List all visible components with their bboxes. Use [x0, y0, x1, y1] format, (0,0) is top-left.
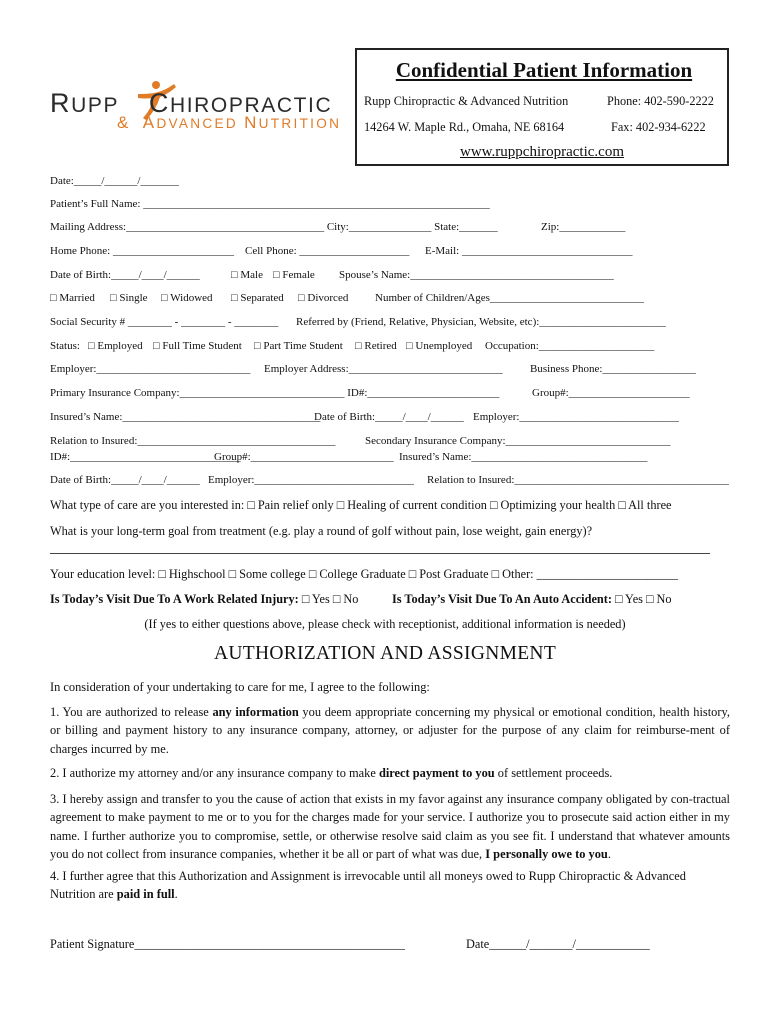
group-number-field[interactable]: Group#:______________________: [532, 387, 690, 399]
auto-accident-question: [392, 592, 672, 607]
employer-address-field[interactable]: Employer Address:____________________________: [264, 363, 503, 375]
secondary-relation-field[interactable]: Relation to Insured:_______________________________________: [427, 474, 729, 486]
secondary-insurance-field[interactable]: Secondary Insurance Company:______________________________: [365, 435, 671, 447]
logo-ampersand: &: [117, 113, 131, 132]
single-checkbox[interactable]: □ Single: [110, 292, 148, 304]
logo-letter-n: N: [244, 113, 259, 132]
employer-field[interactable]: Employer:____________________________: [50, 363, 251, 375]
work-injury-question: [50, 592, 358, 607]
business-phone-field[interactable]: Business Phone:_________________: [530, 363, 696, 375]
p3-text-c: .: [607, 846, 611, 861]
secondary-dob-field[interactable]: Date of Birth:_____/____/______: [50, 474, 200, 486]
referred-by-field[interactable]: Referred by (Friend, Relative, Physician, Website, etc):_______________________: [296, 316, 666, 328]
secondary-employer-field[interactable]: Employer:_____________________________: [208, 474, 414, 486]
authorization-title: AUTHORIZATION AND ASSIGNMENT: [213, 643, 557, 664]
authorization-paragraph-4: [50, 867, 730, 904]
care-type-question[interactable]: What type of care are you interested in: □ Pain relief only □ Healing of current condition □ Optimizing your health □ All three: [50, 498, 672, 512]
secondary-group-field[interactable]: Group#:__________________________: [214, 451, 394, 463]
p3-bold: I personally owe to you: [485, 846, 608, 861]
goal-answer-line[interactable]: [50, 553, 710, 554]
receptionist-note: (If yes to either questions above, please check with receptionist, additional information is needed): [144, 617, 626, 631]
p4-bold: paid in full: [116, 887, 175, 902]
logo-letter-r: R: [50, 88, 72, 118]
email-field[interactable]: E-Mail: _______________________________: [425, 245, 633, 257]
widowed-checkbox[interactable]: □ Widowed: [161, 292, 213, 304]
website-link[interactable]: www.ruppchiropractic.com: [460, 144, 624, 160]
employed-checkbox[interactable]: □ Employed: [88, 340, 143, 352]
p1-bold: any information: [212, 705, 299, 719]
business-address: 14264 W. Maple Rd., Omaha, NE 68164: [364, 120, 565, 134]
authorization-paragraph-2: [50, 764, 730, 782]
date-field[interactable]: Date:_____/______/_______: [50, 175, 179, 187]
logo-text-utrition: UTRITION: [258, 116, 342, 131]
p1-text-c: you deem appropriate concerning my physical or emotional condition, health history, or billing and payment history to any insurance company, attorney, or adjuster for the purpose of any claim for reimburse-ment of charges incurred by me.: [50, 705, 730, 756]
page-title: Confidential Patient Information: [395, 58, 693, 82]
insured-employer-field[interactable]: Employer:_____________________________: [473, 411, 679, 423]
cell-phone-field[interactable]: Cell Phone: ____________________: [245, 245, 410, 257]
p2-text-c: of settlement proceeds.: [494, 766, 613, 780]
female-checkbox[interactable]: □ Female: [273, 269, 315, 281]
p2-text-a: 2. I authorize my attorney and/or any insurance company to make: [50, 766, 379, 780]
p4-text-a: 4. I further agree that this Authorization and Assignment is irrevocable until all moneys owed to Rupp Chiropractic & Advanced Nutrition are: [50, 869, 686, 902]
p3-text-a: 3. I hereby assign and transfer to you the cause of action that exists in my favor against any insurance company obligated by con-tractual agreement to make payment to me or to you for the charges made for your service. I authorize you to prosecute said action either in my name. I further authorize you to compromise, settle, or otherwise resolve said claim as you see fit. I understand that whatever amounts you do not collect from insurance companies, whether it be all or part of what was due,: [50, 792, 730, 861]
mailing-address-field[interactable]: Mailing Address:____________________________________ City:_______________ State:_______: [50, 221, 498, 233]
ssn-field[interactable]: Social Security # ________ - ________ - ________: [50, 316, 279, 328]
work-injury-label: Is Today’s Visit Due To A Work Related Injury:: [50, 592, 299, 606]
signature-date-field[interactable]: Date______/_______/____________: [466, 937, 650, 951]
married-checkbox[interactable]: □ Married: [50, 292, 95, 304]
business-name: Rupp Chiropractic & Advanced Nutrition: [364, 94, 569, 108]
logo-text-upp: UPP: [71, 94, 120, 117]
long-term-goal-question: What is your long-term goal from treatment (e.g. play a round of golf without pain, lose weight, gain energy)?: [50, 524, 593, 538]
logo-letter-c: C: [148, 88, 170, 118]
spouse-name-field[interactable]: Spouse’s Name:_____________________________________: [339, 269, 614, 281]
children-field[interactable]: Number of Children/Ages____________________________: [375, 292, 644, 304]
full-name-field[interactable]: Patient’s Full Name: _______________________________________________________________: [50, 198, 490, 210]
secondary-id-field[interactable]: ID#:_______________________________: [50, 451, 241, 463]
insured-name-field[interactable]: Insured’s Name:____________________________________: [50, 411, 321, 423]
relation-to-insured-field[interactable]: Relation to Insured:____________________________________: [50, 435, 336, 447]
p4-text-c: .: [174, 887, 178, 902]
part-time-student-checkbox[interactable]: □ Part Time Student: [254, 340, 343, 352]
unemployed-checkbox[interactable]: □ Unemployed: [406, 340, 473, 352]
p1-text-a: 1. You are authorized to release: [50, 705, 213, 719]
retired-checkbox[interactable]: □ Retired: [355, 340, 397, 352]
patient-signature-field[interactable]: Patient Signature____________________________________________: [50, 937, 405, 951]
separated-checkbox[interactable]: □ Separated: [231, 292, 284, 304]
dob-field[interactable]: Date of Birth:_____/____/______: [50, 269, 200, 281]
auto-accident-options[interactable]: □ Yes □ No: [615, 592, 672, 606]
p2-bold: direct payment to you: [378, 766, 495, 780]
full-time-student-checkbox[interactable]: □ Full Time Student: [153, 340, 242, 352]
authorization-intro: In consideration of your undertaking to care for me, I agree to the following:: [50, 680, 430, 694]
home-phone-field[interactable]: Home Phone: ______________________: [50, 245, 234, 257]
zip-field[interactable]: Zip:____________: [541, 221, 626, 233]
business-fax: Fax: 402-934-6222: [611, 120, 706, 134]
authorization-paragraph-1: [50, 703, 730, 758]
divorced-checkbox[interactable]: □ Divorced: [298, 292, 349, 304]
insured-dob-field[interactable]: Date of Birth:_____/____/______: [314, 411, 464, 423]
logo-letter-a: A: [142, 113, 157, 132]
secondary-insured-name-field[interactable]: Insured’s Name:________________________________: [399, 451, 648, 463]
work-injury-options[interactable]: □ Yes □ No: [301, 592, 359, 606]
logo-text-dvanced: DVANCED: [156, 116, 238, 131]
male-checkbox[interactable]: □ Male: [231, 269, 263, 281]
business-phone: Phone: 402-590-2222: [607, 94, 714, 108]
occupation-field[interactable]: Occupation:_____________________: [485, 340, 655, 352]
status-label: Status:: [50, 340, 80, 352]
rupp-chiropractic-logo: [50, 80, 356, 132]
auto-accident-label: Is Today’s Visit Due To An Auto Accident:: [392, 592, 612, 606]
authorization-paragraph-3: [50, 790, 730, 863]
primary-insurance-field[interactable]: Primary Insurance Company:______________________________ ID#:________________________: [50, 387, 500, 399]
logo-text-hiropractic: HIROPRACTIC: [169, 94, 333, 117]
education-level-question[interactable]: Your education level: □ Highschool □ Some college □ College Graduate □ Post Graduate □ Other: _______________________: [50, 567, 679, 581]
